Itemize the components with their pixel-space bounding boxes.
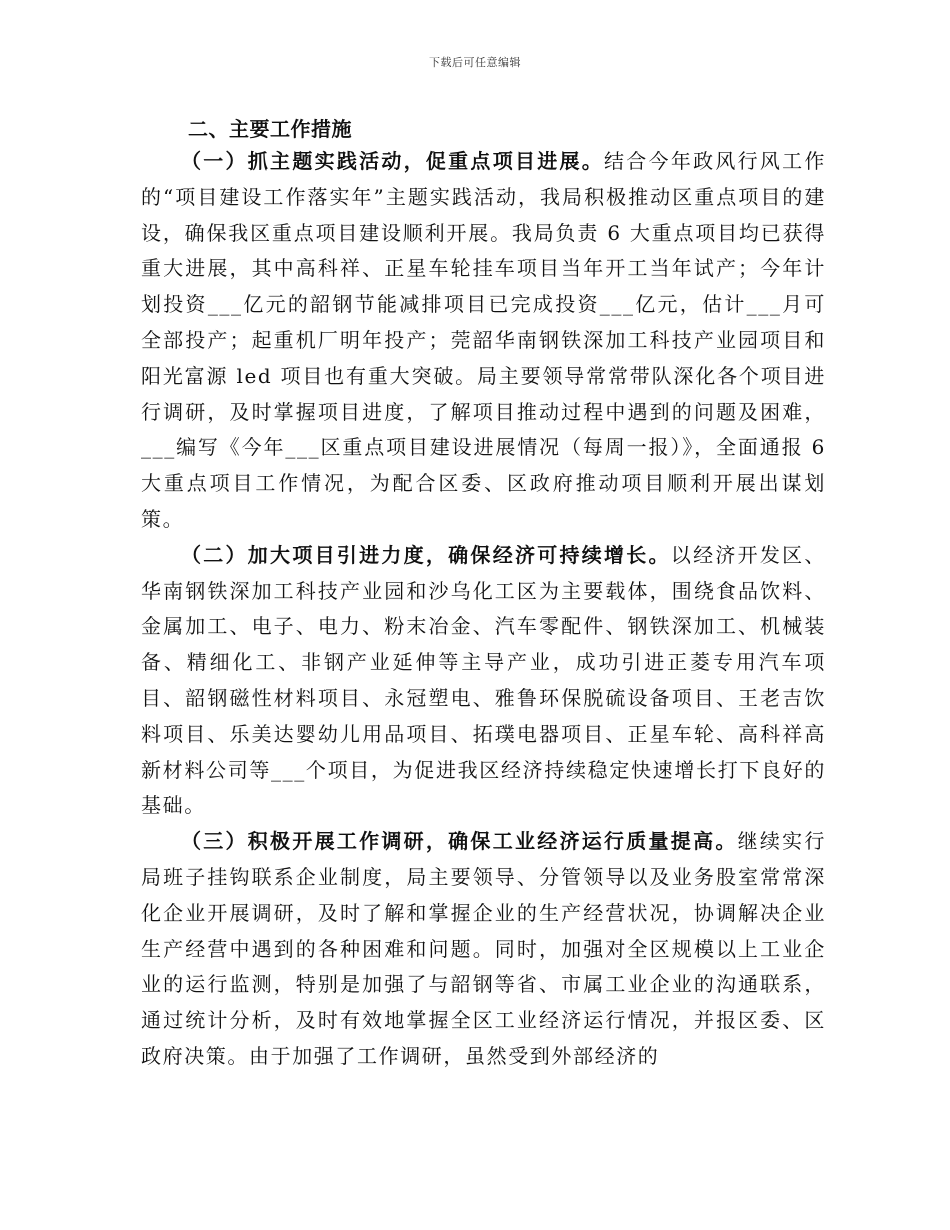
paragraph-3-text: 继续实行局班子挂钩联系企业制度，局主要领导、分管领导以及业务股室常常深化企业开展调研，及时了解和掌握企业的生产经营状况，协调解决企业生产经营中遇到的各种困难和问题。同时，加强对全区规模以上工业企业的运行监测，特别是加强了与韶钢等省、市属工业企业的沟通联系，通过统计分析，及时有效地掌握全区工业经济运行情况，并报区委、区政府决策。由于加强了工作调研，虽然受到外部经济的 bbox=[141, 829, 827, 1068]
header-note: 下载后可任意编辑 bbox=[429, 56, 521, 69]
paragraph-3 bbox=[141, 824, 826, 1075]
paragraph-1-lead: （一）抓主题实践活动，促重点项目进展。 bbox=[181, 149, 605, 173]
paragraph-2 bbox=[141, 538, 826, 824]
paragraph-3-lead: （三）积极开展工作调研，确保工业经济运行质量提高。 bbox=[181, 829, 738, 854]
paragraph-2-lead: （二）加大项目引进力度，确保经济可持续增长。 bbox=[181, 542, 671, 567]
paragraph-1-text: 结合今年政风行风工作的“项目建设工作落实年”主题实践活动，我局积极推动区重点项目的建设，确保我区重点项目建设顺利开展。我局负责 6 大重点项目均已获得重大进展，其中高科祥、正星车轮挂车项目当年开工当年试产；今年计划投资___亿元的韶钢节能减排项目已完成投资___亿元，估计___月可全部投产；起重机厂明年投产；莞韶华南钢铁深加工科技产业园项目和阳光富源 led 项目也有重大突破。局主要领导常常带队深化各个项目进行调研，及时掌握项目进度，了解项目推动过程中遇到的问题及困难，___编写《今年___区重点项目建设进展情况（每周一报）》，全面通报 6 大重点项目工作情况，为配合区委、区政府推动项目顺利开展出谋划策。 bbox=[141, 149, 827, 531]
paragraph-1 bbox=[141, 144, 826, 538]
section-heading: 二、主要工作措施 bbox=[188, 117, 352, 141]
body-text bbox=[141, 144, 826, 1075]
paragraph-2-text: 以经济开发区、华南钢铁深加工科技产业园和沙乌化工区为主要载体，围绕食品饮料、金属加工、电子、电力、粉末冶金、汽车零配件、钢铁深加工、机械装备、精细化工、非钢产业延伸等主导产业，成功引进正菱专用汽车项目、韶钢磁性材料项目、永冠塑电、雅鲁环保脱硫设备项目、王老吉饮料项目、乐美达婴幼儿用品项目、拓璞电器项目、正星车轮、高科祥高新材料公司等___个项目，为促进我区经济持续稳定快速增长打下良好的基础。 bbox=[141, 542, 826, 818]
